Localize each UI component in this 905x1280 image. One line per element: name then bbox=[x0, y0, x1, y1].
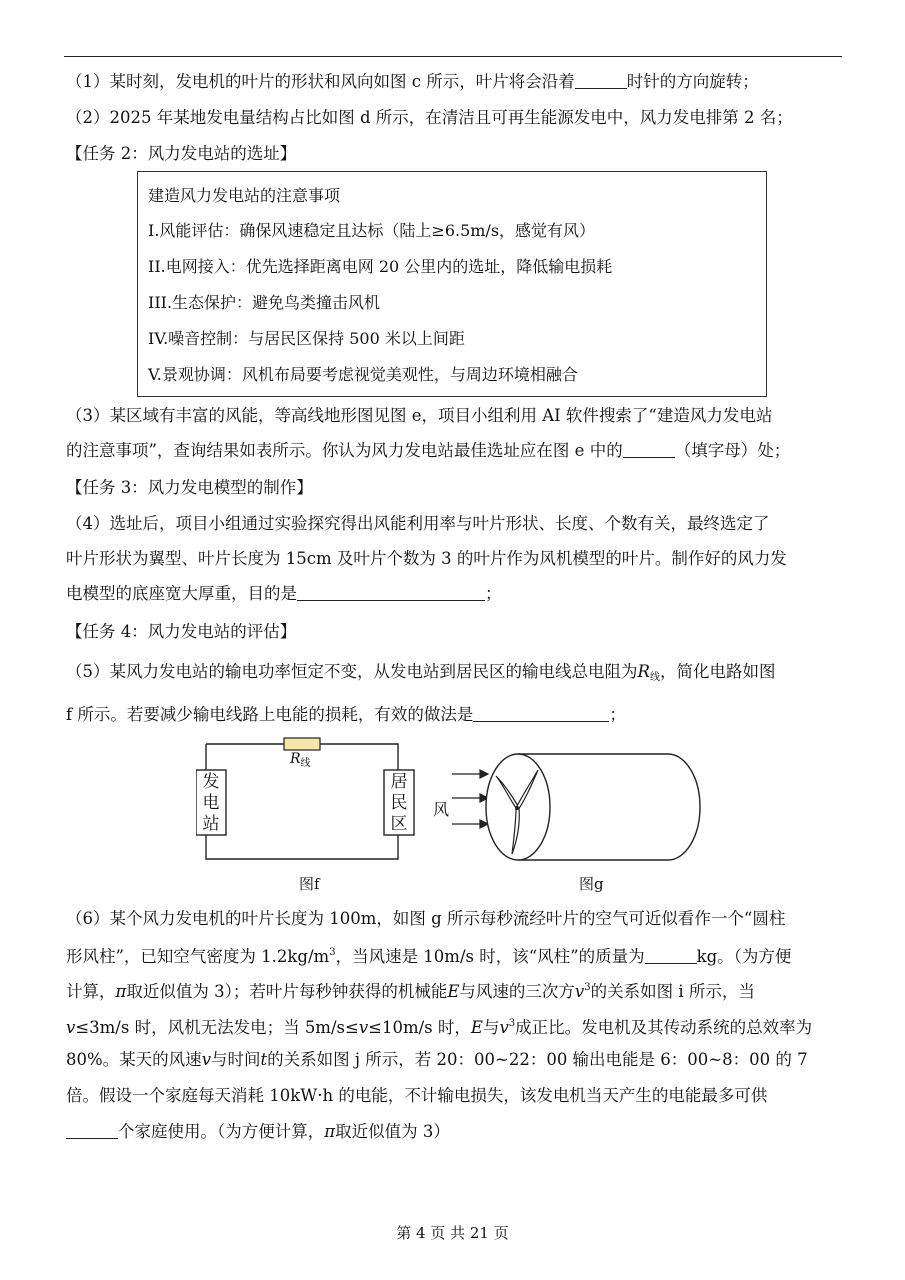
power-station-label bbox=[199, 772, 223, 835]
resistor-sub: 线 bbox=[300, 758, 311, 769]
turbine-hub bbox=[515, 806, 519, 810]
wire-bottom bbox=[206, 835, 398, 859]
question-6-line-5 bbox=[66, 1048, 808, 1072]
v-symbol: v bbox=[499, 1018, 509, 1037]
q6-text: 与风速的三次方 bbox=[459, 982, 575, 1001]
q6-text: 80%。某天的风速 bbox=[66, 1050, 202, 1069]
question-5-line-1 bbox=[66, 660, 775, 690]
task-2-heading: 【任务 2：风力发电站的选址】 bbox=[66, 144, 297, 163]
q6-text: kg。（为方便 bbox=[696, 947, 792, 966]
e-symbol: E bbox=[470, 1018, 483, 1037]
question-6-line-7 bbox=[66, 1120, 450, 1144]
notice-title: 建造风力发电站的注意事项 bbox=[148, 186, 341, 205]
q4-blank bbox=[297, 582, 485, 601]
r-symbol: R bbox=[637, 662, 650, 681]
q6-text: ≤10m/s 时， bbox=[368, 1018, 471, 1037]
notice-item: II.电网接入：优先选择距离电网 20 公里内的选址，降低输电损耗 bbox=[148, 257, 613, 276]
question-4-line-3 bbox=[66, 582, 502, 606]
e-symbol: E bbox=[447, 982, 460, 1001]
q6-text: 计算， bbox=[66, 982, 116, 1001]
wind-arrows bbox=[452, 770, 488, 828]
wind-label: 风 bbox=[433, 800, 450, 819]
question-3-line-2 bbox=[66, 439, 790, 463]
pi-symbol: π bbox=[115, 982, 127, 1001]
notice-item: V.景观协调：风机布局要考虑视觉美观性，与周边环境相融合 bbox=[148, 365, 578, 384]
question-6-line-6: 倍。假设一个家庭每天消耗 10kW·h 的电能，不计输电损失，该发电机当天产生的电能最多可供 bbox=[66, 1086, 768, 1105]
char: 区 bbox=[390, 814, 408, 834]
q1-blank bbox=[575, 70, 627, 89]
question-5-line-2 bbox=[66, 703, 626, 727]
question-6-line-1: （6）某个风力发电机的叶片长度为 100m，如图 g 所示每秒流经叶片的空气可近似看作一个“圆柱 bbox=[66, 909, 786, 928]
question-4-line-2: 叶片形状为翼型、叶片长度为 15cm 及叶片个数为 3 的叶片作为风机模型的叶片。制作好的风力发 bbox=[66, 549, 787, 568]
r-subscript: 线 bbox=[649, 672, 660, 683]
resistor bbox=[284, 738, 320, 750]
superscript: 3 bbox=[508, 1018, 516, 1029]
resistor-label bbox=[290, 751, 311, 769]
q5-text-2: f 所示。若要减少输电线路上电能的损耗，有效的做法是 bbox=[66, 705, 474, 724]
q6-text: ，当风速是 10m/s 时，该“风柱”的质量为 bbox=[335, 947, 645, 966]
question-6-line-3 bbox=[66, 976, 755, 1004]
char: 居 bbox=[390, 772, 408, 792]
char: 发 bbox=[202, 772, 220, 792]
question-2: （2）2025 年某地发电量结构占比如图 d 所示，在清洁且可再生能源发电中，风力发电排第 2 名； bbox=[66, 108, 793, 127]
char: 电 bbox=[202, 793, 220, 813]
q6-text: ≤3m/s 时，风机无法发电；当 5m/s≤ bbox=[75, 1018, 359, 1037]
question-3-line-1: （3）某区域有丰富的风能，等高线地形图见图 e，项目小组利用 AI 软件搜索了“建造风力发电站 bbox=[66, 406, 773, 425]
figure-f-caption: 图f bbox=[299, 875, 320, 893]
q1-text: （1）某时刻，发电机的叶片的形状和风向如图 c 所示，叶片将会沿着 bbox=[66, 72, 575, 91]
task-4-heading: 【任务 4：风力发电站的评估】 bbox=[66, 622, 297, 641]
question-4-line-1: （4）选址后，项目小组通过实验探究得出风能利用率与叶片形状、长度、个数有关，最终选定了 bbox=[66, 514, 770, 533]
superscript: 3 bbox=[329, 947, 336, 958]
resistor-r: R bbox=[290, 751, 301, 767]
q5-text: （5）某风力发电站的输电功率恒定不变，从发电站到居民区的输电线总电阻为 bbox=[66, 662, 638, 681]
figure-g-caption: 图g bbox=[579, 875, 604, 893]
q6-text: 取近似值为 3） bbox=[335, 1122, 450, 1141]
t-symbol: t bbox=[260, 1050, 268, 1069]
q6-text: 个家庭使用。（为方便计算， bbox=[118, 1122, 325, 1141]
q5-text-end: ，简化电路如图 bbox=[659, 662, 776, 681]
v-symbol: v bbox=[358, 1018, 369, 1037]
notice-box bbox=[137, 171, 767, 397]
q5-text-2-end: ； bbox=[609, 705, 626, 724]
wire-top-right bbox=[320, 744, 398, 770]
superscript: 3 bbox=[584, 982, 591, 993]
q6-blank-households bbox=[66, 1120, 118, 1139]
pi-symbol: π bbox=[324, 1122, 336, 1141]
q1-text-end: 时针的方向旋转； bbox=[626, 72, 759, 91]
question-1 bbox=[66, 70, 759, 94]
q6-blank-mass bbox=[645, 945, 697, 964]
v-symbol: v bbox=[574, 982, 585, 1001]
page-footer: 第 4 页 共 21 页 bbox=[396, 1224, 509, 1242]
question-6-line-2 bbox=[66, 941, 791, 969]
q5-blank bbox=[473, 703, 609, 722]
char: 民 bbox=[390, 793, 408, 813]
notice-item: IV.噪音控制：与居民区保持 500 米以上间距 bbox=[148, 329, 465, 348]
q3-text-end: （填字母）处； bbox=[674, 441, 791, 460]
cylinder-back bbox=[668, 754, 700, 860]
notice-item: I.风能评估：确保风速稳定且达标（陆上≥6.5m/s，感觉有风） bbox=[148, 221, 596, 240]
question-6-line-4 bbox=[66, 1012, 812, 1040]
char: 站 bbox=[202, 814, 220, 834]
residential-label bbox=[387, 772, 411, 835]
q6-text: 形风柱”，已知空气密度为 1.2kg/m bbox=[66, 947, 330, 966]
q3-blank bbox=[623, 439, 675, 458]
q6-text: 与 bbox=[482, 1018, 500, 1037]
task-3-heading: 【任务 3：风力发电模型的制作】 bbox=[66, 478, 313, 497]
figure-g-wind-cylinder bbox=[450, 748, 705, 868]
notice-item: III.生态保护：避免鸟类撞击风机 bbox=[148, 293, 381, 312]
q6-text: 成正比。发电机及其传动系统的总效率为 bbox=[515, 1018, 813, 1037]
q6-text: 取近似值为 3）；若叶片每秒钟获得的机械能 bbox=[126, 982, 448, 1001]
q6-text: 与时间 bbox=[211, 1050, 261, 1069]
v-symbol: v bbox=[66, 1018, 76, 1037]
q6-text: 的关系如图 j 所示，若 20：00~22：00 输出电能是 6：00~8：00 的 7 bbox=[267, 1050, 808, 1069]
q3-text: 的注意事项”，查询结果如表所示。你认为风力发电站最佳选址应在图 e 中的 bbox=[66, 441, 623, 460]
q4-text-end: ； bbox=[485, 584, 502, 603]
q4-text: 电模型的底座宽大厚重，目的是 bbox=[66, 584, 297, 603]
q6-text: 的关系如图 i 所示，当 bbox=[590, 982, 755, 1001]
top-rule bbox=[64, 56, 842, 57]
v-symbol: v bbox=[201, 1050, 212, 1069]
